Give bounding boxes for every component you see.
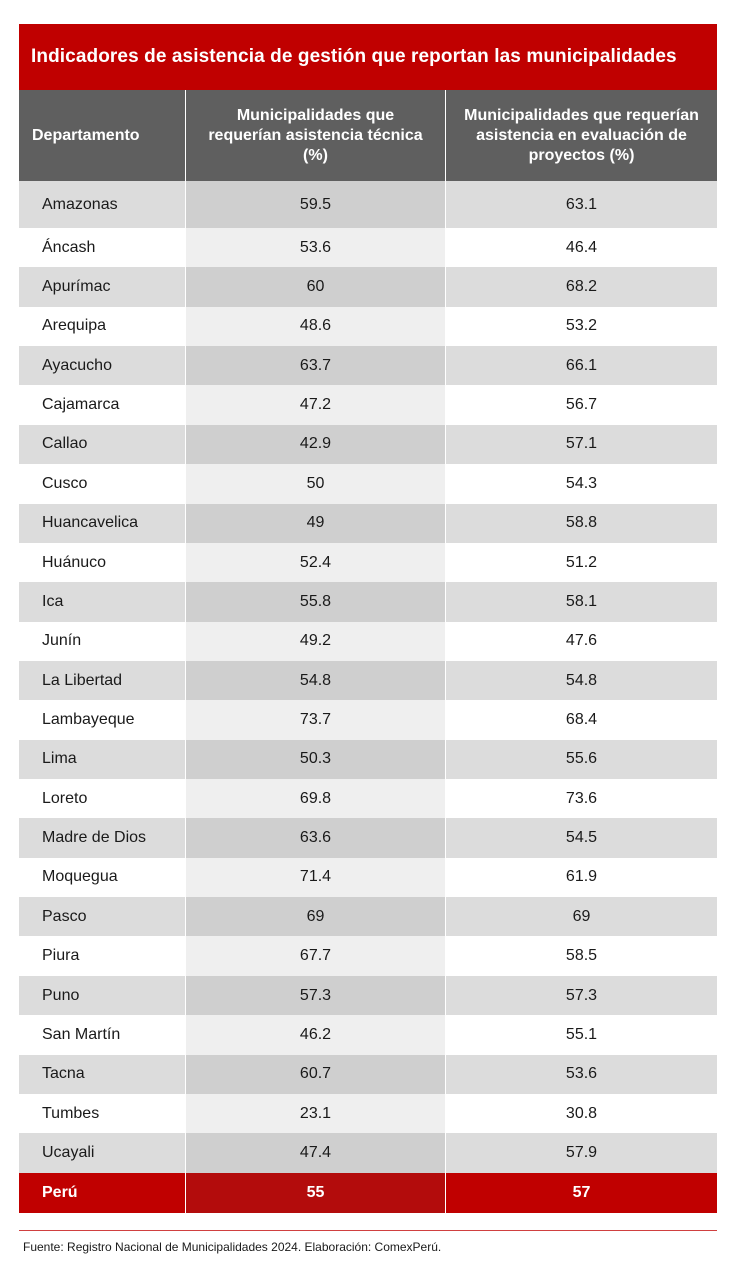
cell-asistencia-tecnica: 52.4 xyxy=(185,543,445,582)
table-row xyxy=(19,346,717,385)
data-table xyxy=(19,24,717,1213)
cell-departamento: Arequipa xyxy=(19,307,185,346)
table-row xyxy=(19,425,717,464)
cell-evaluacion-proyectos: 47.6 xyxy=(445,622,717,661)
cell-asistencia-tecnica: 42.9 xyxy=(185,425,445,464)
cell-asistencia-tecnica: 69.8 xyxy=(185,779,445,818)
table-row xyxy=(19,818,717,857)
cell-evaluacion-proyectos: 53.6 xyxy=(445,1055,717,1094)
cell-asistencia-tecnica: 49 xyxy=(185,504,445,543)
cell-asistencia-tecnica: 50.3 xyxy=(185,740,445,779)
cell-departamento: Puno xyxy=(19,976,185,1015)
cell-departamento: Moquegua xyxy=(19,858,185,897)
cell-departamento: Ica xyxy=(19,582,185,621)
cell-evaluacion-proyectos: 55.6 xyxy=(445,740,717,779)
cell-evaluacion-proyectos: 68.4 xyxy=(445,700,717,739)
cell-evaluacion-proyectos: 66.1 xyxy=(445,346,717,385)
cell-asistencia-tecnica: 73.7 xyxy=(185,700,445,739)
table-row xyxy=(19,464,717,503)
cell-asistencia-tecnica: 63.6 xyxy=(185,818,445,857)
cell-evaluacion-proyectos: 55.1 xyxy=(445,1015,717,1054)
cell-evaluacion-proyectos: 46.4 xyxy=(445,228,717,267)
header-asistencia-tecnica: Municipalidades que requerían asistencia técnica (%) xyxy=(185,90,445,181)
cell-departamento: Piura xyxy=(19,936,185,975)
table-row xyxy=(19,700,717,739)
table-row xyxy=(19,1094,717,1133)
total-asistencia-tecnica: 55 xyxy=(185,1173,445,1213)
total-label: Perú xyxy=(42,1183,78,1201)
cell-asistencia-tecnica: 55.8 xyxy=(185,582,445,621)
cell-evaluacion-proyectos: 53.2 xyxy=(445,307,717,346)
cell-departamento: Huánuco xyxy=(19,543,185,582)
cell-asistencia-tecnica: 71.4 xyxy=(185,858,445,897)
cell-asistencia-tecnica: 57.3 xyxy=(185,976,445,1015)
cell-departamento: Huancavelica xyxy=(19,504,185,543)
cell-departamento: Apurímac xyxy=(19,267,185,306)
cell-evaluacion-proyectos: 54.8 xyxy=(445,661,717,700)
cell-evaluacion-proyectos: 54.3 xyxy=(445,464,717,503)
table-row xyxy=(19,897,717,936)
cell-asistencia-tecnica: 53.6 xyxy=(185,228,445,267)
cell-evaluacion-proyectos: 57.3 xyxy=(445,976,717,1015)
cell-departamento: Callao xyxy=(19,425,185,464)
cell-evaluacion-proyectos: 57.1 xyxy=(445,425,717,464)
cell-asistencia-tecnica: 48.6 xyxy=(185,307,445,346)
footer-divider xyxy=(19,1230,717,1231)
cell-evaluacion-proyectos: 58.8 xyxy=(445,504,717,543)
cell-departamento: Ucayali xyxy=(19,1133,185,1172)
cell-departamento: Áncash xyxy=(19,228,185,267)
cell-asistencia-tecnica: 23.1 xyxy=(185,1094,445,1133)
cell-evaluacion-proyectos: 51.2 xyxy=(445,543,717,582)
cell-asistencia-tecnica: 46.2 xyxy=(185,1015,445,1054)
cell-departamento: La Libertad xyxy=(19,661,185,700)
table-row xyxy=(19,1133,717,1172)
cell-departamento: Madre de Dios xyxy=(19,818,185,857)
cell-departamento: Cajamarca xyxy=(19,385,185,424)
table-row xyxy=(19,661,717,700)
cell-asistencia-tecnica: 59.5 xyxy=(185,181,445,228)
cell-asistencia-tecnica: 47.2 xyxy=(185,385,445,424)
table-row xyxy=(19,582,717,621)
cell-departamento: Pasco xyxy=(19,897,185,936)
cell-evaluacion-proyectos: 69 xyxy=(445,897,717,936)
cell-asistencia-tecnica: 60.7 xyxy=(185,1055,445,1094)
cell-departamento: Junín xyxy=(19,622,185,661)
table-row xyxy=(19,1015,717,1054)
table-row xyxy=(19,1055,717,1094)
table-row xyxy=(19,976,717,1015)
cell-departamento: Lima xyxy=(19,740,185,779)
table-row xyxy=(19,385,717,424)
table-body xyxy=(19,181,717,1173)
cell-asistencia-tecnica: 54.8 xyxy=(185,661,445,700)
cell-evaluacion-proyectos: 58.5 xyxy=(445,936,717,975)
cell-departamento: San Martín xyxy=(19,1015,185,1054)
cell-asistencia-tecnica: 50 xyxy=(185,464,445,503)
table-row xyxy=(19,504,717,543)
cell-asistencia-tecnica: 69 xyxy=(185,897,445,936)
cell-evaluacion-proyectos: 73.6 xyxy=(445,779,717,818)
table-row xyxy=(19,936,717,975)
cell-departamento: Cusco xyxy=(19,464,185,503)
cell-departamento: Amazonas xyxy=(19,181,185,228)
cell-evaluacion-proyectos: 68.2 xyxy=(445,267,717,306)
source-note: Fuente: Registro Nacional de Municipalidades 2024. Elaboración: ComexPerú. xyxy=(23,1240,442,1254)
table-row xyxy=(19,543,717,582)
cell-asistencia-tecnica: 63.7 xyxy=(185,346,445,385)
table-row xyxy=(19,779,717,818)
cell-evaluacion-proyectos: 57.9 xyxy=(445,1133,717,1172)
cell-evaluacion-proyectos: 56.7 xyxy=(445,385,717,424)
header-evaluacion-proyectos: Municipalidades que requerían asistencia en evaluación de proyectos (%) xyxy=(445,90,717,181)
total-evaluacion-proyectos: 57 xyxy=(445,1173,717,1213)
cell-evaluacion-proyectos: 63.1 xyxy=(445,181,717,228)
header-departamento: Departamento xyxy=(32,126,140,144)
cell-departamento: Ayacucho xyxy=(19,346,185,385)
table-title: Indicadores de asistencia de gestión que reportan las municipalidades xyxy=(19,24,717,90)
cell-departamento: Lambayeque xyxy=(19,700,185,739)
table-row xyxy=(19,740,717,779)
table-row xyxy=(19,228,717,267)
cell-asistencia-tecnica: 47.4 xyxy=(185,1133,445,1172)
cell-asistencia-tecnica: 60 xyxy=(185,267,445,306)
cell-departamento: Tumbes xyxy=(19,1094,185,1133)
cell-departamento: Tacna xyxy=(19,1055,185,1094)
table-row xyxy=(19,181,717,228)
table-row xyxy=(19,307,717,346)
cell-evaluacion-proyectos: 61.9 xyxy=(445,858,717,897)
table-row xyxy=(19,622,717,661)
table-row xyxy=(19,858,717,897)
cell-departamento: Loreto xyxy=(19,779,185,818)
table-header xyxy=(19,90,717,181)
total-row xyxy=(19,1173,717,1213)
cell-asistencia-tecnica: 67.7 xyxy=(185,936,445,975)
cell-evaluacion-proyectos: 30.8 xyxy=(445,1094,717,1133)
cell-evaluacion-proyectos: 58.1 xyxy=(445,582,717,621)
cell-evaluacion-proyectos: 54.5 xyxy=(445,818,717,857)
cell-asistencia-tecnica: 49.2 xyxy=(185,622,445,661)
table-row xyxy=(19,267,717,306)
